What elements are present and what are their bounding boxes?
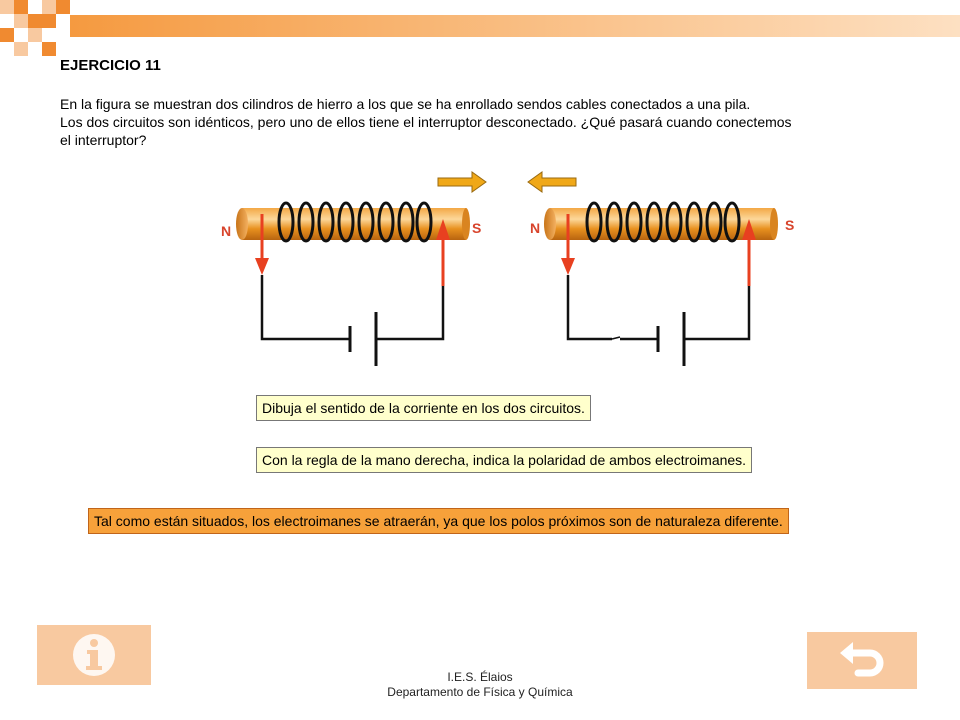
exercise-title: EJERCICIO 11 bbox=[60, 57, 161, 74]
left-south-label: S bbox=[472, 220, 482, 236]
return-arrow-icon bbox=[836, 639, 888, 683]
right-electromagnet bbox=[544, 203, 778, 366]
left-iron-cylinder bbox=[242, 208, 466, 240]
left-current-arrow-up bbox=[436, 219, 450, 286]
polarity-prompt: Con la regla de la mano derecha, indica la polaridad de ambos electroimanes. bbox=[256, 447, 752, 473]
corner-decoration bbox=[0, 0, 960, 60]
motion-arrow-right bbox=[438, 172, 486, 192]
info-icon bbox=[71, 632, 117, 678]
statement-line-3: el interruptor? bbox=[60, 132, 147, 148]
right-north-label: N bbox=[530, 220, 541, 236]
left-electromagnet bbox=[236, 203, 470, 366]
left-circuit-wires bbox=[262, 275, 443, 339]
return-button[interactable] bbox=[807, 632, 917, 689]
right-battery bbox=[658, 312, 684, 366]
problem-statement bbox=[60, 95, 920, 149]
right-south-label: S bbox=[785, 217, 795, 233]
right-current-arrow-down bbox=[561, 214, 575, 275]
answer-box: Tal como están situados, los electroimanes se atraerán, ya que los polos próximos son de naturaleza diferente. bbox=[88, 508, 789, 534]
left-north-label: N bbox=[221, 223, 232, 239]
info-button[interactable] bbox=[37, 625, 151, 685]
left-coil bbox=[279, 203, 431, 241]
right-circuit-wires bbox=[568, 275, 749, 339]
statement-line-2: Los dos circuitos son idénticos, pero uno de ellos tiene el interruptor desconectado. ¿Qué pasará cuando conectemos bbox=[60, 114, 792, 130]
footer bbox=[330, 670, 630, 700]
statement-line-1: En la figura se muestran dos cilindros de hierro a los que se ha enrollado sendos cables conectados a una pila. bbox=[60, 96, 751, 112]
current-direction-prompt: Dibuja el sentido de la corriente en los dos circuitos. bbox=[256, 395, 591, 421]
footer-school: I.E.S. Élaios bbox=[447, 670, 513, 684]
open-switch bbox=[612, 337, 620, 339]
left-battery bbox=[350, 312, 376, 366]
motion-arrow-left bbox=[528, 172, 576, 192]
left-current-arrow-down bbox=[255, 214, 269, 275]
right-coil bbox=[587, 203, 739, 241]
right-current-arrow-up bbox=[742, 219, 756, 286]
right-iron-cylinder bbox=[550, 208, 774, 240]
footer-department: Departamento de Física y Química bbox=[387, 685, 573, 699]
